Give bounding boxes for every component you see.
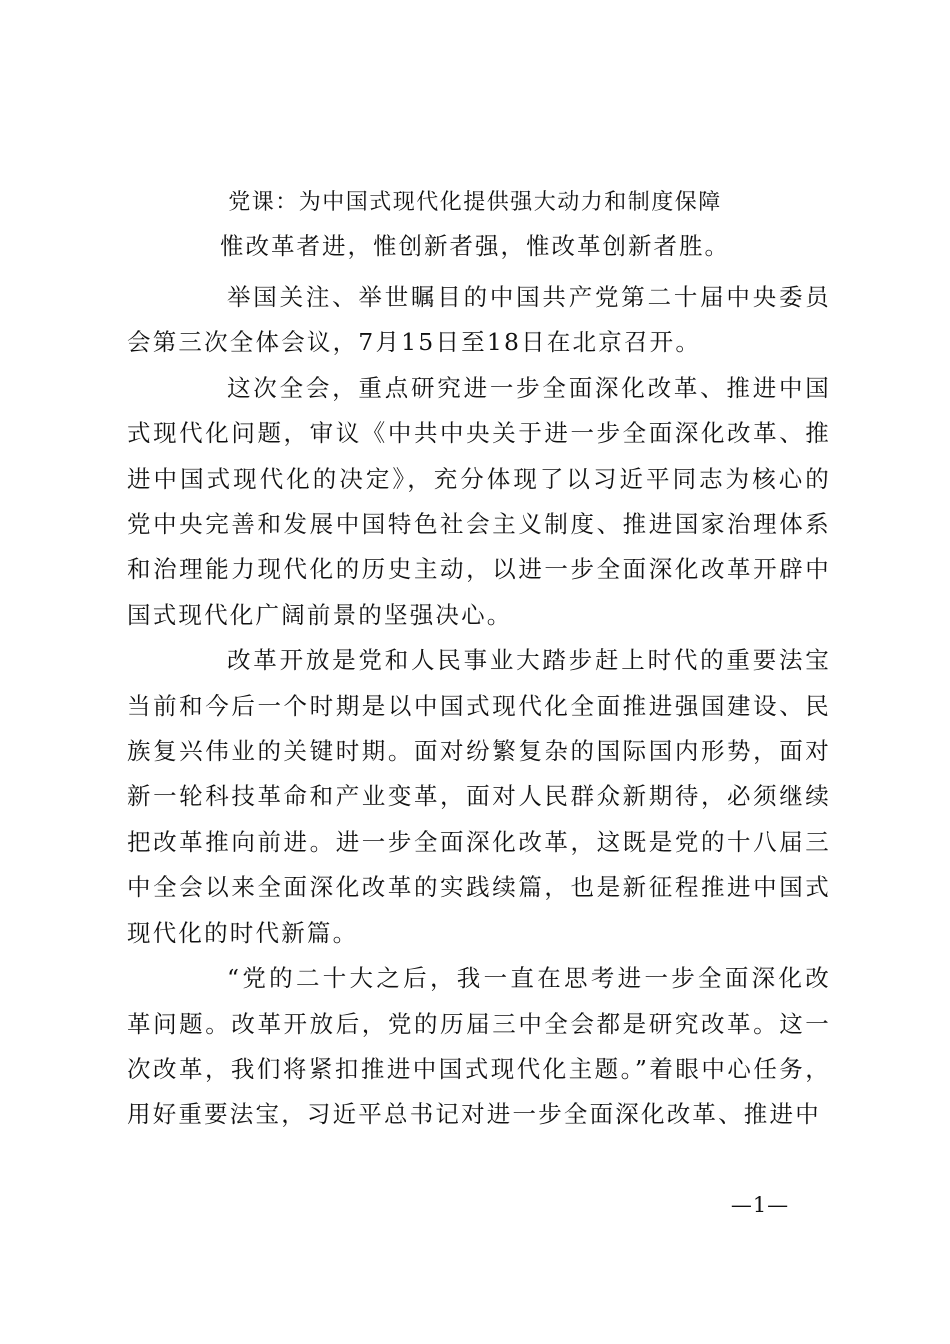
paragraph-reform-opening: 改革开放是党和人民事业大踏步赶上时代的重要法宝当前和今后一个时期是以中国式现代化全面推进强国建设、民族复兴伟业的关键时期。面对纷繁复杂的国际国内形势，面对新一轮科技革命和产业变革，面对人民群众新期待，必须继续把改革推向前进。进一步全面深化改革，这既是党的十八届三中全会以来全面深化改革的实践续篇，也是新征程推进中国式现代化的时代新篇。 — [127, 646, 831, 947]
paragraph-plenum-announcement: 举国关注、举世瞩目的中国共产党第二十届中央委员会第三次全体会议，7月15日至18日在北京召开。 — [127, 283, 831, 357]
document-title: 党课：为中国式现代化提供强大动力和制度保障 — [228, 190, 722, 215]
page-number: —1— — [730, 1193, 790, 1217]
motto-line: 惟改革者进，惟创新者强，惟改革创新者胜。 — [220, 232, 730, 260]
paragraph-plenum-focus: 这次全会，重点研究进一步全面深化改革、推进中国式现代化问题，审议《中共中央关于进一步全面深化改革、推进中国式现代化的决定》，充分体现了以习近平同志为核心的党中央完善和发展中国特色社会主义制度、推进国家治理体系和治理能力现代化的历史主动，以进一步全面深化改革开辟中国式现代化广阔前景的坚强决心。 — [127, 373, 831, 629]
paragraph-quotation: “党的二十大之后，我一直在思考进一步全面深化改革问题。改革开放后，党的历届三中全会都是研究改革。这一次改革，我们将紧扣推进中国式现代化主题。”着眼中心任务，用好重要法宝，习近平总书记对进一步全面深化改革、推进中 — [127, 964, 831, 1129]
document-body — [127, 275, 831, 1138]
